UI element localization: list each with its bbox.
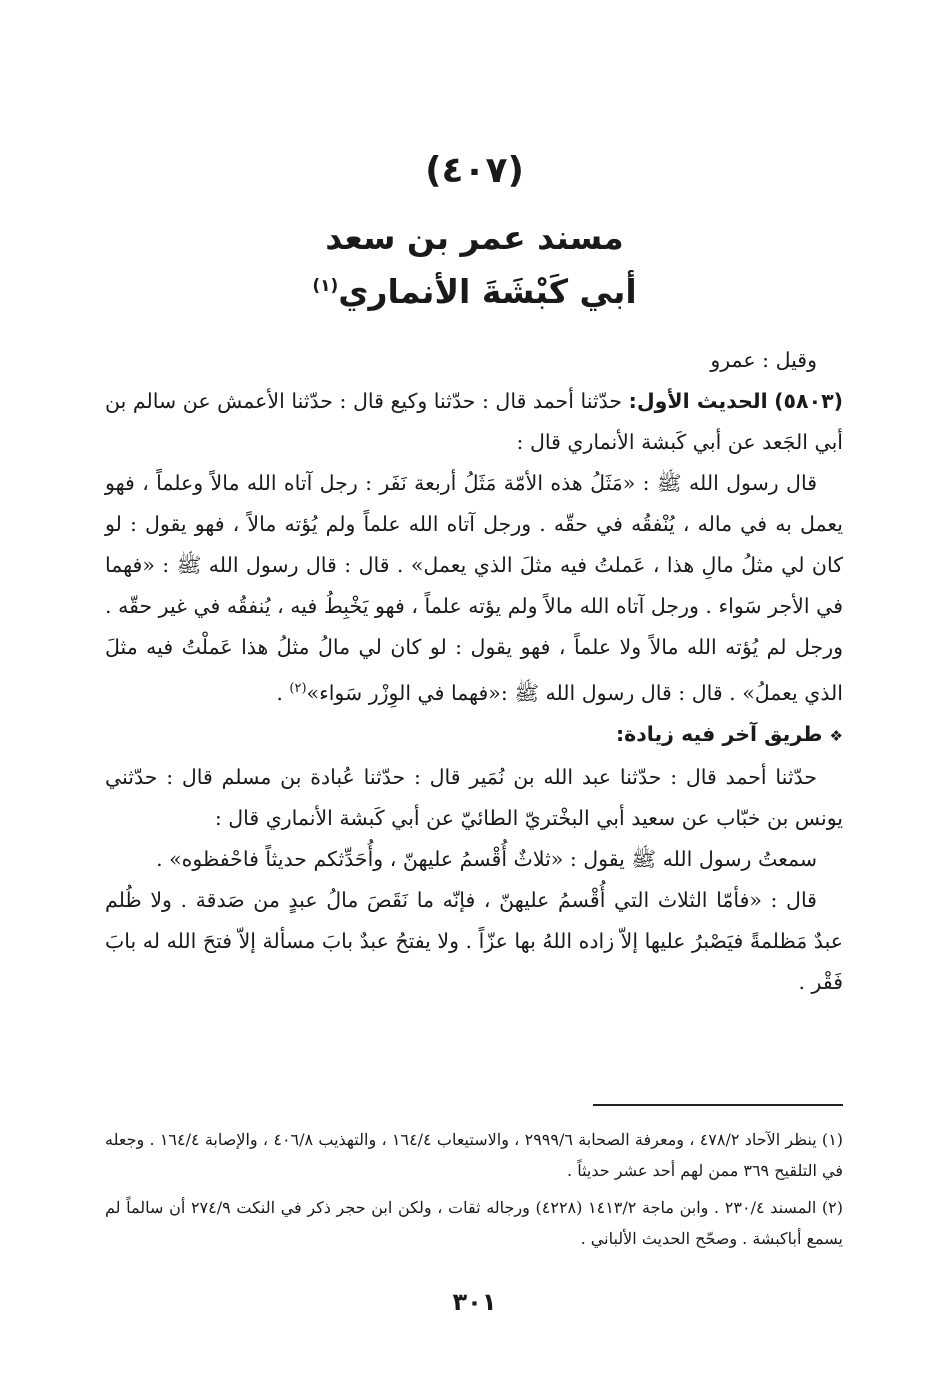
intro-line: وقيل : عمرو	[710, 348, 817, 372]
diamond-bullet-icon: ❖	[829, 726, 843, 745]
matn-text: قال رسول الله ﷺ : «مَثَلُ هذه الأمّة مَثَلُ أربعة نَفَر : رجل آتاه الله مالاً وعلماً ، فهو يعمل به في ماله ، يُنْفقُه في حقّه . ورجل آتاه الله علماً ولم يُؤته مالاً ، فهو يقول : لو كان لي مثلُ مالِ هذا ، عَملتُ فيه مثلَ الذي يعمل» . قال : قال رسول الله ﷺ : «فهما في الأجر سَواء . ورجل آتاه الله مالاً ولم يؤته علماً ، فهو يَخْبِطُ فيه ، يُنفقُه في غير حقّه . ورجل لم يُؤته الله مالاً ولا علماً ، فهو يقول : لو كان لي مالُ مثلُ هذا عَملْتُ فيه مثلَ الذي يعملُ» . قال : قال رسول الله ﷺ :«فهما في الوِزْر سَواء»	[105, 471, 843, 705]
footnote-divider	[593, 1104, 843, 1106]
matn-end: .	[276, 680, 290, 705]
section-isnad: حدّثنا أحمد قال : حدّثنا عبد الله بن نُمَير قال : حدّثنا عُبادة بن مسلم قال : حدّثني يونس بن خبّاب عن سعيد أبي البخْتريّ الطائيّ عن أبي كَبشة الأنماري قال :	[105, 764, 843, 830]
footnotes	[105, 1124, 843, 1260]
section-heading-text: طريق آخر فيه زيادة:	[615, 721, 823, 746]
footnote-ref-1: (١)	[312, 276, 339, 296]
hadith-matn	[105, 463, 843, 714]
hadith-number: (٥٨٠٣)	[774, 389, 843, 413]
main-text	[105, 340, 843, 1003]
footnote-2: (٢) المسند ٢٣٠/٤ . وابن ماجة ١٤١٣/٢ (٤٢٢٨) ورجاله ثقات ، ولكن ابن حجر ذكر في النكت ٢٧٤/٩ أن سالماً لم يسمع أباكبشة . وصحّح الحديث الألباني .	[105, 1198, 843, 1248]
musnad-title: مسند عمر بن سعد	[325, 218, 624, 257]
footnote-ref-2: (٢)	[289, 681, 307, 696]
musnad-number: (٤٠٧)	[425, 150, 524, 191]
section-heading	[105, 714, 843, 757]
hadith-isnad	[105, 381, 843, 463]
isnad-text: حدّثنا أحمد قال : حدّثنا وكيع قال : حدّثنا الأعمش عن سالم بن أبي الجَعد عن أبي كَبشة الأنماري قال :	[105, 389, 843, 454]
page-number: ٣٠١	[452, 1288, 497, 1316]
section-paragraph-2: سمعتُ رسول الله ﷺ يقول : «ثلاثٌ أُقْسمُ عليهنّ ، وأُحَدِّثكم حديثاً فاحْفظوه» .	[156, 846, 817, 871]
section-paragraph-3: قال : «فأمّا الثلاث التي أُقْسمُ عليهنّ ، فإنّه ما نَقَصَ مالُ عبدٍ من صَدقة . ولا ظُلم عبدٌ مَظلمةً فيَصْبرُ عليها إلاّ زاده اللهُ بها عزّاً . ولا يفتحُ عبدٌ بابَ مسألة إلاّ فتحَ الله له بابَ فَقْر .	[105, 887, 843, 994]
hadith-label: الحديث الأول:	[628, 389, 768, 413]
subtitle-text: أبي كَبْشَةَ الأنماري	[338, 272, 637, 311]
musnad-subtitle	[0, 272, 949, 311]
footnote-1: (١) ينظر الآحاد ٤٧٨/٢ ، ومعرفة الصحابة ٢٩٩٩/٦ ، والاستيعاب ١٦٤/٤ ، والتهذيب ٤٠٦/٨ ، والإصابة ١٦٤/٤ . وجعله في التلقيح ٣٦٩ ممن لهم أحد عشر حديثاً .	[105, 1130, 844, 1180]
